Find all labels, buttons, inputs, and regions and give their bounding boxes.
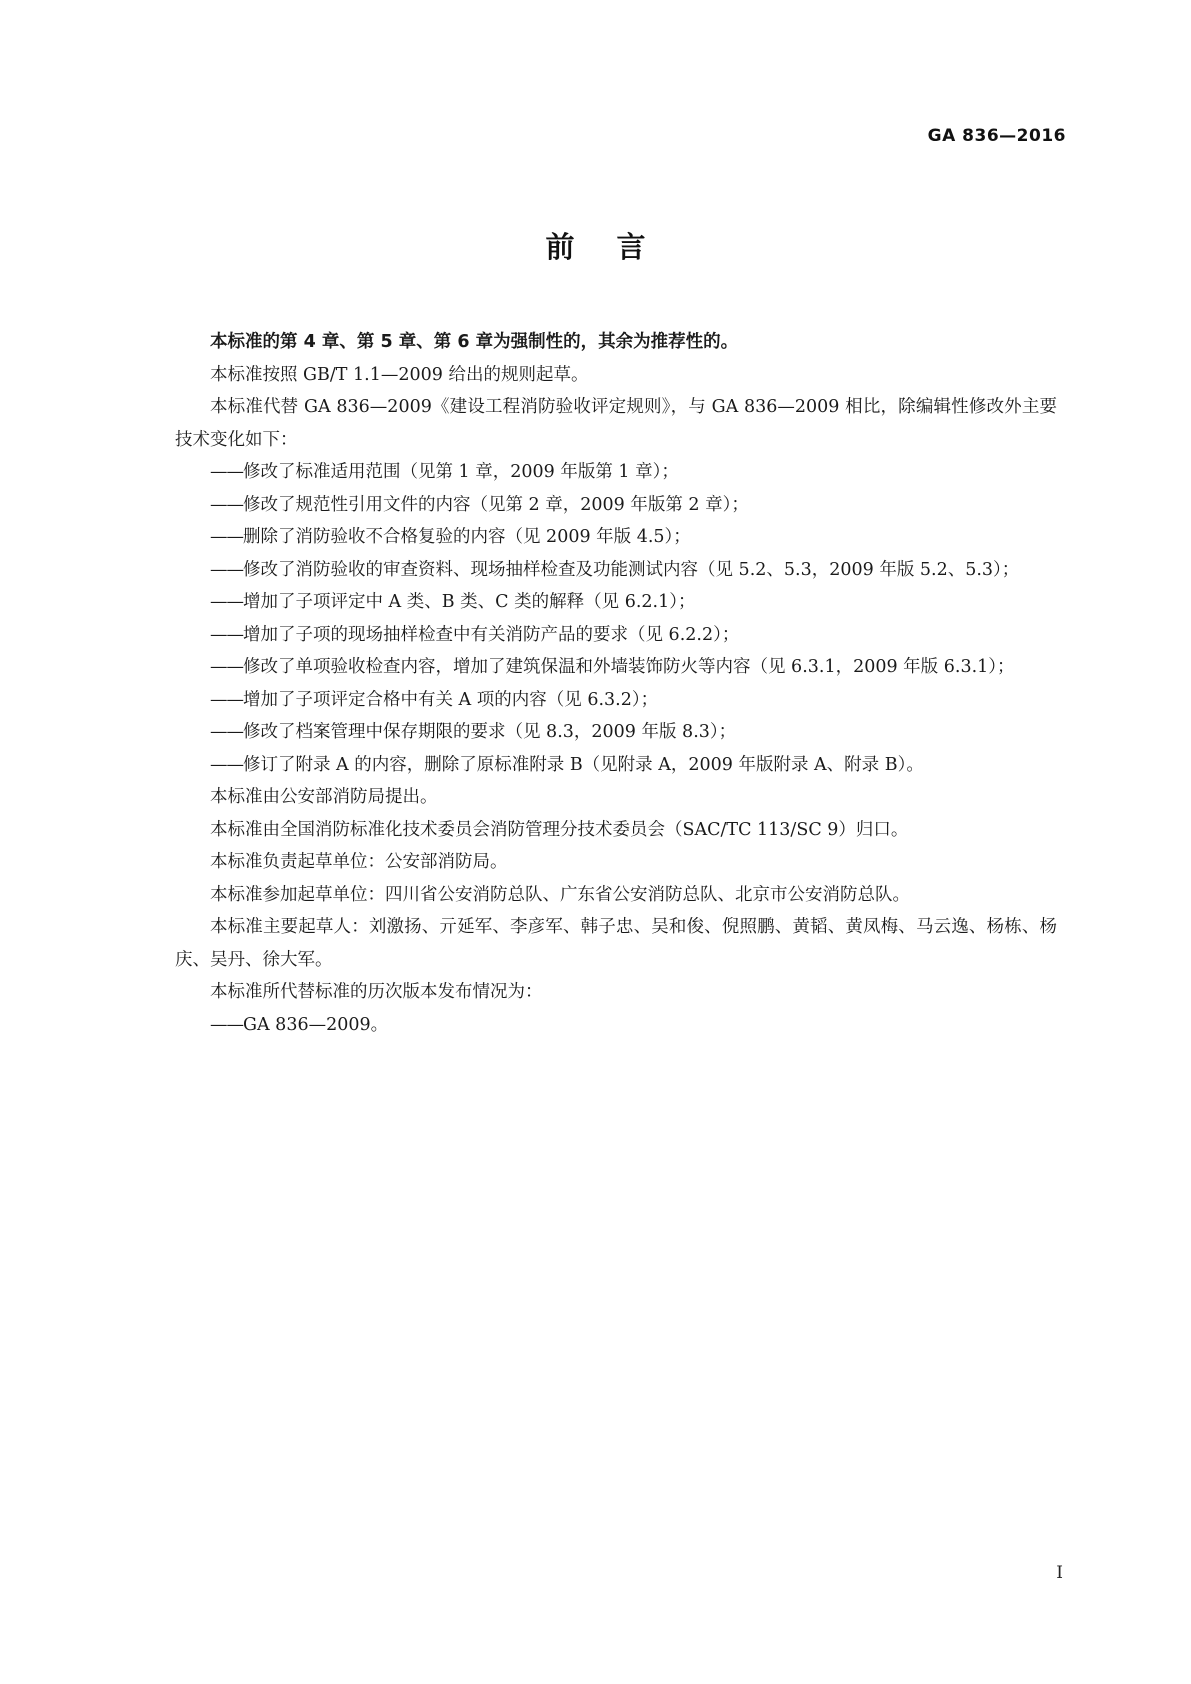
changes-list bbox=[175, 456, 1057, 781]
list-item bbox=[175, 619, 1057, 652]
centralized-by: 本标准由全国消防标准化技术委员会消防管理分技术委员会（SAC/TC 113/SC 9）归口。 bbox=[210, 819, 909, 840]
dash-mark: —— bbox=[210, 1014, 243, 1035]
dash-mark: —— bbox=[210, 722, 243, 742]
change-text: 增加了子项评定合格中有关 A 项的内容（见 6.3.2）； bbox=[243, 689, 659, 710]
mandatory-statement: 本标准的第 4 章、第 5 章、第 6 章为强制性的，其余为推荐性的。 bbox=[210, 332, 739, 352]
dash-mark: —— bbox=[210, 624, 243, 645]
page-number: I bbox=[1056, 1563, 1063, 1583]
proposed-by: 本标准由公安部消防局提出。 bbox=[210, 787, 438, 807]
list-item bbox=[175, 749, 1057, 782]
dash-mark: —— bbox=[210, 559, 243, 580]
history-text: GA 836—2009。 bbox=[243, 1014, 389, 1035]
dash-mark: —— bbox=[210, 689, 243, 710]
change-text: 删除了消防验收不合格复验的内容（见 2009 年版 4.5）； bbox=[243, 527, 691, 547]
main-drafters: 本标准主要起草人：刘激扬、亓延军、李彦军、韩子忠、吴和俊、倪照鹏、黄韬、黄凤梅、马云逸、杨栋、杨庆、吴丹、徐大军。 bbox=[175, 917, 1057, 970]
history-intro: 本标准所代替标准的历次版本发布情况为： bbox=[210, 982, 543, 1002]
list-item bbox=[175, 554, 1057, 587]
change-text: 修改了单项验收检查内容，增加了建筑保温和外墙装饰防火等内容（见 6.3.1，2009 年版 6.3.1）； bbox=[243, 657, 1015, 677]
dash-mark: —— bbox=[210, 754, 243, 775]
dash-mark: —— bbox=[210, 657, 243, 677]
page-title: 前言 bbox=[545, 230, 688, 264]
change-text: 增加了子项的现场抽样检查中有关消防产品的要求（见 6.2.2）； bbox=[243, 624, 740, 645]
dash-mark: —— bbox=[210, 462, 243, 482]
dash-mark: —— bbox=[210, 494, 243, 515]
change-text: 增加了子项评定中 A 类、B 类、C 类的解释（见 6.2.1）； bbox=[243, 592, 696, 612]
list-item bbox=[175, 651, 1057, 684]
list-item bbox=[175, 489, 1057, 522]
dash-mark: —— bbox=[210, 592, 243, 612]
standard-code: GA 836—2016 bbox=[927, 126, 1066, 146]
replaces-statement: 本标准代替 GA 836—2009《建设工程消防验收评定规则》，与 GA 836—2009 相比，除编辑性修改外主要技术变化如下： bbox=[175, 397, 1057, 450]
list-item bbox=[175, 684, 1057, 717]
list-item bbox=[175, 1009, 1057, 1042]
change-text: 修改了标准适用范围（见第 1 章，2009 年版第 1 章）； bbox=[243, 462, 679, 482]
list-item bbox=[175, 586, 1057, 619]
history-list bbox=[175, 1009, 1057, 1042]
change-text: 修改了消防验收的审查资料、现场抽样检查及功能测试内容（见 5.2、5.3，2009 年版 5.2、5.3）； bbox=[243, 559, 1020, 580]
participating-drafters: 本标准参加起草单位：四川省公安消防总队、广东省公安消防总队、北京市公安消防总队。 bbox=[210, 884, 910, 905]
change-text: 修订了附录 A 的内容，删除了原标准附录 B（见附录 A，2009 年版附录 A、附录 B）。 bbox=[243, 754, 924, 775]
responsible-drafter: 本标准负责起草单位：公安部消防局。 bbox=[210, 852, 508, 872]
change-text: 修改了档案管理中保存期限的要求（见 8.3，2009 年版 8.3）； bbox=[243, 722, 737, 742]
list-item bbox=[175, 716, 1057, 749]
change-text: 修改了规范性引用文件的内容（见第 2 章，2009 年版第 2 章）； bbox=[243, 494, 749, 515]
drafting-rules: 本标准按照 GB/T 1.1—2009 给出的规则起草。 bbox=[210, 364, 589, 385]
foreword-body bbox=[175, 326, 1057, 1041]
list-item bbox=[175, 521, 1057, 554]
list-item bbox=[175, 456, 1057, 489]
dash-mark: —— bbox=[210, 527, 243, 547]
